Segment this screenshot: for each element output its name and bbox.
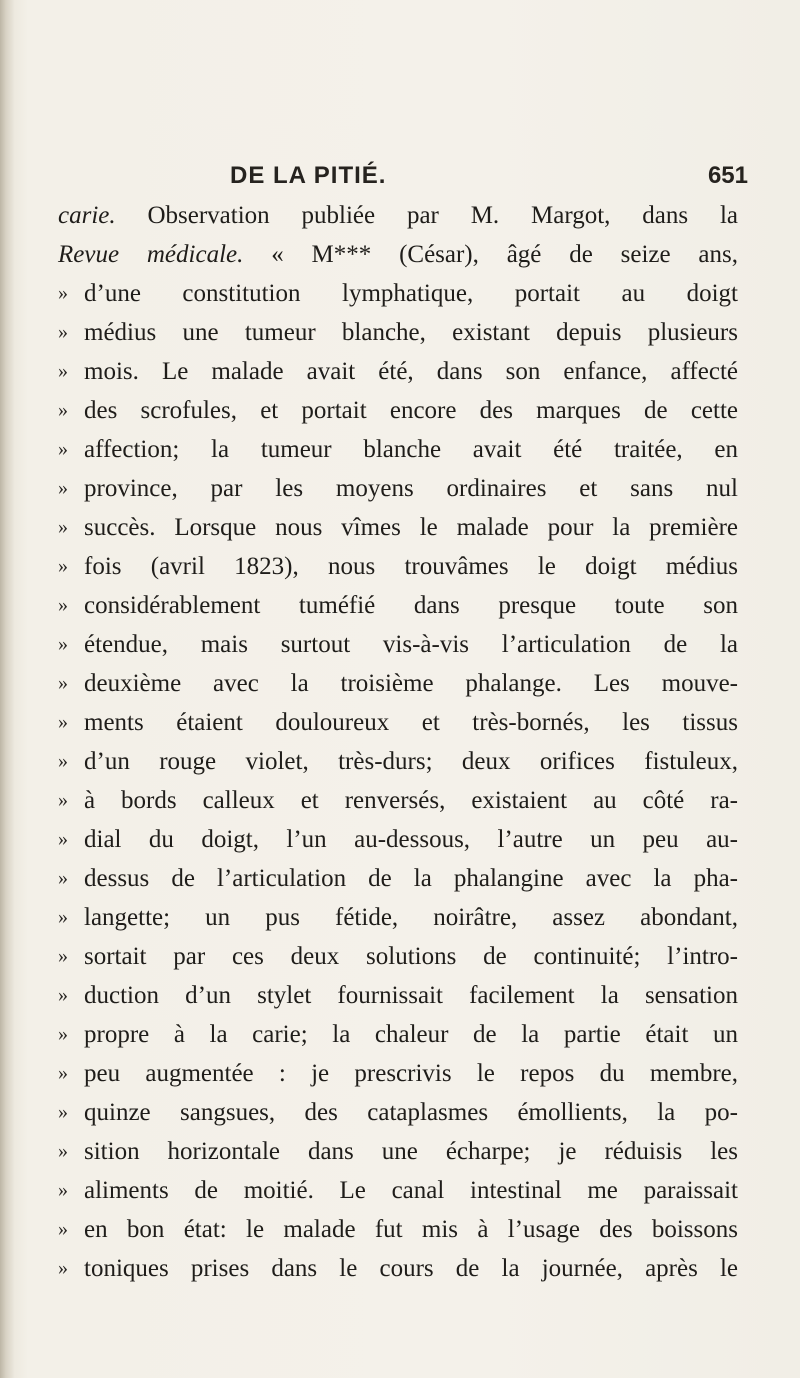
line-content (58, 235, 738, 274)
line-text: des scrofules, et portait encore des marques de cette (84, 397, 738, 424)
line-text: affection; la tumeur blanche avait été traitée, en (84, 436, 738, 463)
text-line (58, 1249, 738, 1288)
quote-mark: » (58, 1023, 68, 1045)
text-line (58, 1054, 738, 1093)
text-line (58, 508, 738, 547)
quote-mark: » (58, 399, 68, 421)
quote-mark: » (58, 516, 68, 538)
line-content (84, 976, 738, 1015)
text-line (58, 820, 738, 859)
line-text: dessus de l’articulation de la phalangine avec la pha- (84, 865, 738, 892)
line-text: étendue, mais surtout vis-à-vis l’articulation de la (84, 631, 738, 658)
line-content (84, 820, 738, 859)
line-text: en bon état: le malade fut mis à l’usage des boissons (84, 1216, 738, 1243)
line-content (84, 391, 738, 430)
quote-mark: » (58, 1140, 68, 1162)
line-text: dial du doigt, l’un au-dessous, l’autre un peu au- (84, 826, 738, 853)
line-content (84, 625, 738, 664)
line-content (84, 1171, 738, 1210)
line-text: sition horizontale dans une écharpe; je réduisis les (84, 1138, 738, 1165)
text-line (58, 586, 738, 625)
line-content (84, 313, 738, 352)
line-content (84, 352, 738, 391)
text-line (58, 469, 738, 508)
line-content (84, 586, 738, 625)
line-content (84, 1093, 738, 1132)
quote-mark: » (58, 906, 68, 928)
line-text: d’un rouge violet, très-durs; deux orifices fistuleux, (84, 748, 738, 775)
quote-mark: » (58, 360, 68, 382)
page-header (230, 162, 790, 196)
line-content (84, 1015, 738, 1054)
line-text: fois (avril 1823), nous trouvâmes le doigt médius (84, 553, 738, 580)
quote-mark: » (58, 1179, 68, 1201)
quote-mark: » (58, 1101, 68, 1123)
line-text: aliments de moitié. Le canal intestinal me paraissait (84, 1177, 738, 1204)
line-content (58, 196, 738, 235)
line-content (84, 274, 738, 313)
text-line (58, 274, 738, 313)
line-content (84, 1132, 738, 1171)
quote-mark: » (58, 867, 68, 889)
text-line (58, 352, 738, 391)
line-text: duction d’un stylet fournissait facilement la sensation (84, 982, 738, 1009)
quote-mark: » (58, 672, 68, 694)
text-line (58, 664, 738, 703)
quote-mark: » (58, 945, 68, 967)
line-text: considérablement tuméfié dans presque toute son (84, 592, 738, 619)
line-text: province, par les moyens ordinaires et sans nul (84, 475, 738, 502)
text-line (58, 547, 738, 586)
line-text: « M*** (César), âgé de seize ans, (243, 241, 738, 268)
line-content (84, 1249, 738, 1288)
line-text: quinze sangsues, des cataplasmes émollients, la po- (84, 1099, 738, 1126)
quote-mark: » (58, 711, 68, 733)
text-line (58, 313, 738, 352)
text-line (58, 1171, 738, 1210)
line-text: mois. Le malade avait été, dans son enfance, affecté (84, 358, 738, 385)
quote-mark: » (58, 633, 68, 655)
text-line (58, 859, 738, 898)
quote-mark: » (58, 555, 68, 577)
line-text: médius une tumeur blanche, existant depuis plusieurs (84, 319, 738, 346)
italic-text: Revue médicale. (58, 241, 244, 268)
line-content (84, 859, 738, 898)
line-content (84, 937, 738, 976)
quote-mark: » (58, 1218, 68, 1240)
running-title: DE LA PITIÉ. (230, 162, 387, 189)
text-line (58, 1132, 738, 1171)
page-gutter (0, 0, 14, 1378)
italic-text: carie. (58, 202, 116, 229)
line-text: peu augmentée : je prescrivis le repos du membre, (84, 1060, 738, 1087)
quote-mark: » (58, 1257, 68, 1279)
body-text (58, 196, 738, 1288)
text-line (58, 1093, 738, 1132)
quote-mark: » (58, 789, 68, 811)
text-line (58, 430, 738, 469)
quote-mark: » (58, 438, 68, 460)
line-content (84, 1210, 738, 1249)
quote-mark: » (58, 984, 68, 1006)
line-content (84, 742, 738, 781)
line-text: toniques prises dans le cours de la journée, après le (84, 1255, 738, 1282)
text-line (58, 625, 738, 664)
quote-mark: » (58, 594, 68, 616)
line-text: d’une constitution lymphatique, portait au doigt (84, 280, 738, 307)
line-text: succès. Lorsque nous vîmes le malade pour la première (84, 514, 738, 541)
text-line (58, 1015, 738, 1054)
text-line (58, 742, 738, 781)
text-line (58, 235, 738, 274)
text-line (58, 703, 738, 742)
line-text: deuxième avec la troisième phalange. Les mouve- (84, 670, 738, 697)
text-line (58, 391, 738, 430)
quote-mark: » (58, 321, 68, 343)
quote-mark: » (58, 282, 68, 304)
text-line (58, 781, 738, 820)
line-text: sortait par ces deux solutions de continuité; l’intro- (84, 943, 738, 970)
line-content (84, 781, 738, 820)
line-text: ments étaient douloureux et très-bornés, les tissus (84, 709, 738, 736)
text-line (58, 898, 738, 937)
line-text: Observation publiée par M. Margot, dans la (115, 202, 738, 229)
quote-mark: » (58, 477, 68, 499)
line-content (84, 469, 738, 508)
line-content (84, 547, 738, 586)
text-line (58, 937, 738, 976)
text-line (58, 196, 738, 235)
text-line (58, 1210, 738, 1249)
line-text: propre à la carie; la chaleur de la partie était un (84, 1021, 738, 1048)
quote-mark: » (58, 750, 68, 772)
line-content (84, 1054, 738, 1093)
line-text: langette; un pus fétide, noirâtre, assez abondant, (84, 904, 738, 931)
line-content (84, 508, 738, 547)
quote-mark: » (58, 1062, 68, 1084)
line-content (84, 703, 738, 742)
line-content (84, 664, 738, 703)
line-content (84, 430, 738, 469)
line-content (84, 898, 738, 937)
text-line (58, 976, 738, 1015)
line-text: à bords calleux et renversés, existaient au côté ra- (84, 787, 738, 814)
quote-mark: » (58, 828, 68, 850)
page-number: 651 (707, 162, 748, 189)
